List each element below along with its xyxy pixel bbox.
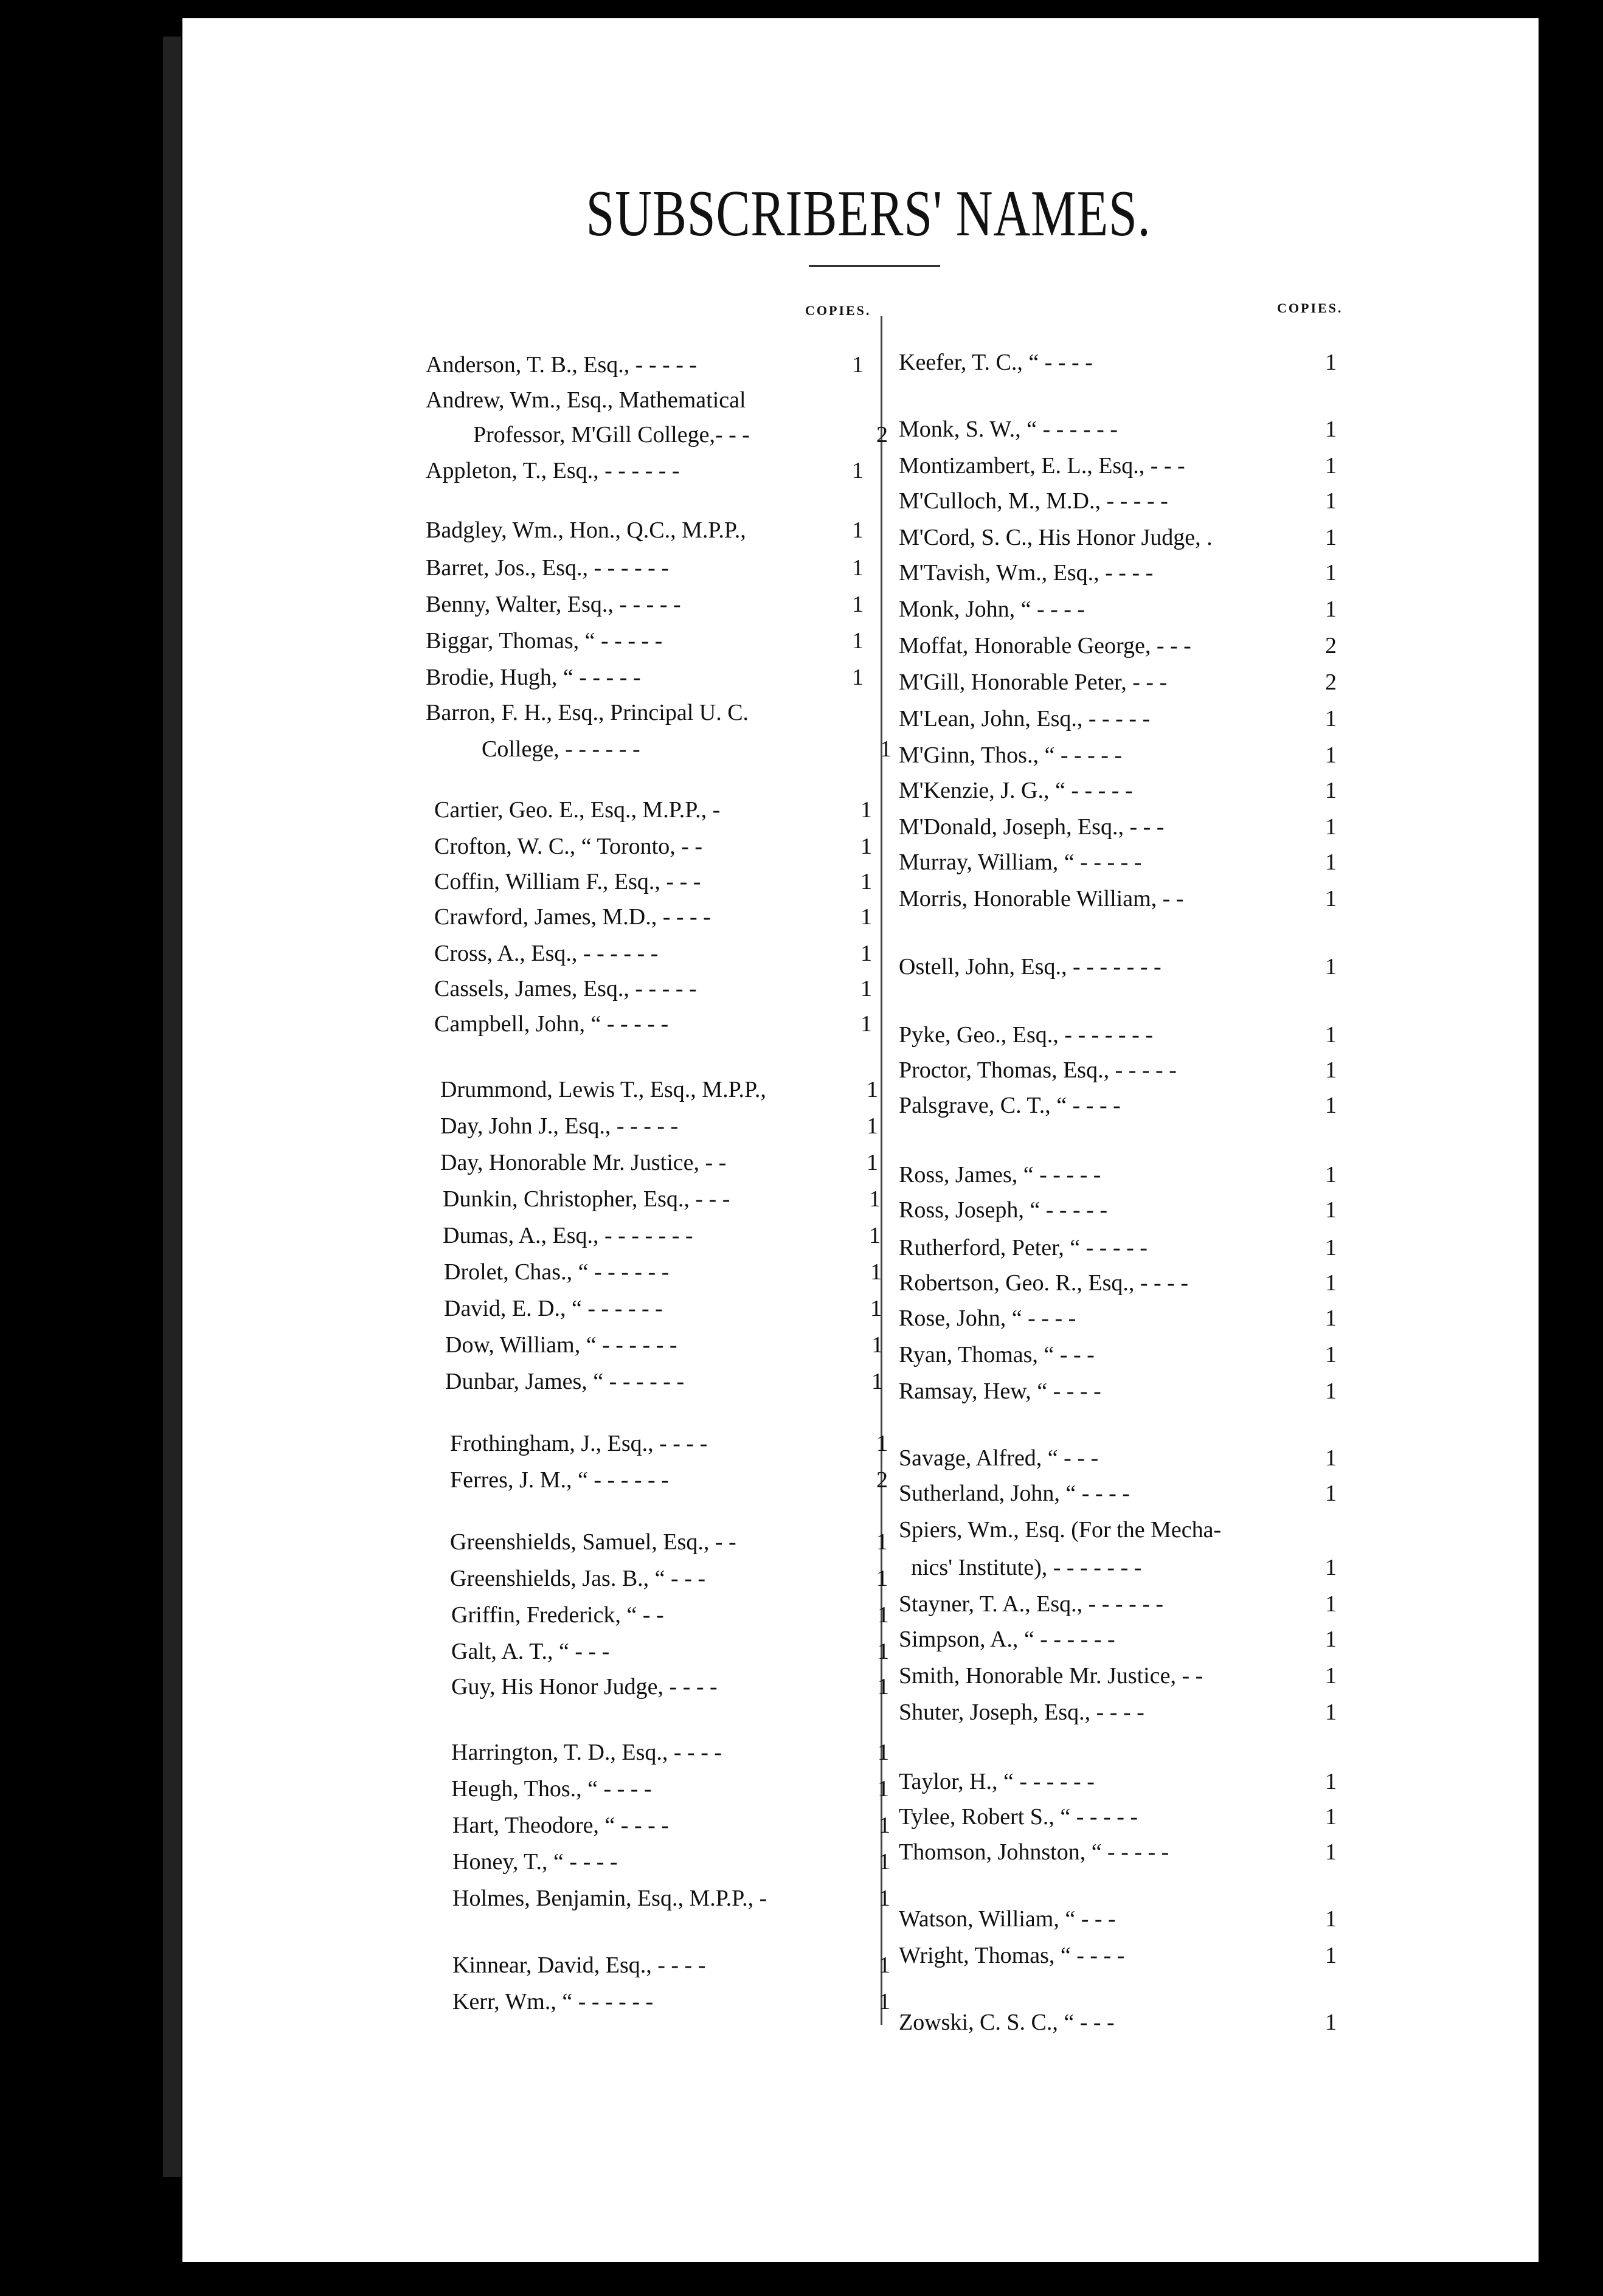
subscriber-entry xyxy=(426,664,864,698)
subscriber-name: M'Culloch, M., M.D., - - - - - xyxy=(899,488,1168,514)
subscriber-name: M'Kenzie, J. G., “ - - - - - xyxy=(899,778,1133,803)
copies-count: 1 xyxy=(1325,488,1337,514)
subscriber-name: Murray, William, “ - - - - - xyxy=(899,849,1142,875)
copies-count: 1 xyxy=(1325,1839,1337,1865)
copies-count: 1 xyxy=(871,1332,883,1358)
copies-count: 1 xyxy=(870,1259,882,1285)
copies-count: 1 xyxy=(1325,1627,1337,1652)
copies-count: 1 xyxy=(1325,886,1337,911)
copies-count: 1 xyxy=(852,352,864,378)
copies-count: 1 xyxy=(869,1223,881,1248)
subscriber-entry xyxy=(899,1803,1337,1838)
subscriber-name: David, E. D., “ - - - - - - xyxy=(444,1296,663,1321)
right-margin-edge xyxy=(1539,18,1603,2296)
copies-count: 2 xyxy=(1325,633,1337,659)
copies-count: 1 xyxy=(878,1740,889,1765)
subscriber-entry xyxy=(452,1885,890,1919)
subscriber-name: Dumas, A., Esq., - - - - - - - xyxy=(443,1223,693,1248)
subscriber-entry xyxy=(899,488,1337,522)
subscriber-name: Zowski, C. S. C., “ - - - xyxy=(899,2010,1115,2035)
subscriber-name: Benny, Walter, Esq., - - - - - xyxy=(426,592,681,617)
subscriber-name: Barron, F. H., Esq., Principal U. C. xyxy=(426,700,749,725)
subscriber-name: Day, John J., Esq., - - - - - xyxy=(440,1113,679,1139)
copies-count: 1 xyxy=(1325,1769,1337,1794)
copies-count: 1 xyxy=(1325,1235,1337,1260)
page-title: SUBSCRIBERS' NAMES. xyxy=(586,178,1151,250)
subscriber-entry xyxy=(426,555,864,589)
copies-count: 1 xyxy=(1325,453,1337,479)
subscriber-name: Moffat, Honorable George, - - - xyxy=(899,633,1191,659)
copies-count: 1 xyxy=(867,1113,878,1139)
copies-count: 1 xyxy=(1325,706,1337,731)
copies-count: 1 xyxy=(870,1296,882,1321)
subscriber-name: Ramsay, Hew, “ - - - - xyxy=(899,1378,1101,1404)
copies-count: 1 xyxy=(860,869,872,894)
subscriber-name: Proctor, Thomas, Esq., - - - - - xyxy=(899,1057,1177,1083)
copies-count: 1 xyxy=(878,1639,889,1664)
copies-count: 1 xyxy=(1325,525,1337,550)
copies-count: 1 xyxy=(871,1369,883,1394)
copies-header-left: COPIES. xyxy=(805,303,871,318)
subscriber-entry xyxy=(899,1234,1337,1268)
copies-count: 1 xyxy=(1325,1804,1337,1830)
subscriber-entry xyxy=(899,1161,1337,1195)
subscriber-entry xyxy=(434,833,872,867)
subscriber-name: Keefer, T. C., “ - - - - xyxy=(899,350,1093,375)
subscriber-entry xyxy=(899,1480,1337,1514)
subscriber-name: Monk, S. W., “ - - - - - - xyxy=(899,417,1118,442)
subscriber-name: Greenshields, Samuel, Esq., - - xyxy=(450,1529,736,1555)
subscriber-name: Holmes, Benjamin, Esq., M.P.P., - xyxy=(452,1886,767,1911)
subscriber-name: Simpson, A., “ - - - - - - xyxy=(899,1627,1115,1652)
subscriber-entry xyxy=(899,953,1337,987)
subscriber-name: Andrew, Wm., Esq., Mathematical xyxy=(426,387,746,413)
subscriber-entry xyxy=(899,849,1337,883)
subscriber-name: M'Donald, Joseph, Esq., - - - xyxy=(899,814,1165,840)
subscriber-entry xyxy=(451,1776,889,1810)
subscriber-name: Palsgrave, C. T., “ - - - - xyxy=(899,1093,1121,1118)
subscriber-entry xyxy=(899,1839,1337,1873)
copies-header-right: COPIES. xyxy=(1277,300,1343,316)
subscriber-entry xyxy=(426,517,864,551)
subscriber-entry xyxy=(426,591,864,625)
copies-count: 1 xyxy=(1325,1943,1337,1968)
subscriber-name: M'Gill, Honorable Peter, - - - xyxy=(899,669,1168,695)
subscriber-entry xyxy=(452,1952,890,1986)
subscriber-entry xyxy=(899,1942,1337,1976)
subscriber-entry xyxy=(899,705,1337,739)
copies-count: 1 xyxy=(852,517,864,543)
subscriber-name: Hart, Theodore, “ - - - - xyxy=(452,1813,669,1838)
subscriber-entry xyxy=(899,559,1337,593)
subscriber-name: Drummond, Lewis T., Esq., M.P.P., xyxy=(440,1077,766,1102)
copies-count: 1 xyxy=(1325,1378,1337,1404)
subscriber-entry xyxy=(899,524,1337,558)
subscriber-entry xyxy=(426,457,864,491)
subscriber-entry xyxy=(445,1332,883,1366)
subscriber-entry xyxy=(899,1768,1337,1802)
subscriber-entry xyxy=(899,2009,1337,2043)
subscriber-name: Day, Honorable Mr. Justice, - - xyxy=(440,1150,727,1175)
copies-count: 1 xyxy=(1325,350,1337,375)
subscriber-name: College, - - - - - - xyxy=(482,736,640,762)
subscriber-name: Rose, John, “ - - - - xyxy=(899,1305,1076,1331)
subscriber-name: Ferres, J. M., “ - - - - - - xyxy=(450,1467,669,1493)
subscriber-entry xyxy=(451,1638,889,1672)
subscriber-entry xyxy=(899,814,1337,848)
subscriber-name: Watson, William, “ - - - xyxy=(899,1906,1116,1932)
copies-count: 1 xyxy=(879,1849,890,1875)
copies-count: 1 xyxy=(1325,2010,1337,2035)
subscriber-entry xyxy=(440,1076,878,1110)
subscriber-entry xyxy=(443,1186,881,1220)
subscriber-entry xyxy=(451,1673,889,1707)
subscriber-name: Wright, Thomas, “ - - - - xyxy=(899,1943,1125,1968)
subscriber-entry xyxy=(444,1259,882,1293)
subscriber-entry xyxy=(899,349,1337,383)
subscriber-name: Savage, Alfred, “ - - - xyxy=(899,1445,1099,1471)
subscriber-name: Frothingham, J., Esq., - - - - xyxy=(450,1431,708,1456)
subscriber-name: Brodie, Hugh, “ - - - - - xyxy=(426,665,641,690)
book-binding-edge xyxy=(163,36,181,2177)
copies-count: 1 xyxy=(1325,1057,1337,1083)
subscriber-entry xyxy=(899,742,1337,776)
subscriber-entry xyxy=(434,868,872,902)
copies-count: 2 xyxy=(876,1467,888,1493)
copies-count: 1 xyxy=(1325,1342,1337,1368)
subscriber-name: Smith, Honorable Mr. Justice, - - xyxy=(899,1663,1203,1689)
subscriber-entry xyxy=(450,1529,888,1563)
subscriber-entry xyxy=(899,777,1337,811)
subscriber-name: Pyke, Geo., Esq., - - - - - - - xyxy=(899,1022,1153,1048)
copies-count: 1 xyxy=(1325,1270,1337,1296)
subscriber-entry xyxy=(426,699,864,733)
subscriber-name: Drolet, Chas., “ - - - - - - xyxy=(444,1259,670,1285)
subscriber-entry xyxy=(426,628,864,662)
copies-count: 1 xyxy=(1325,1162,1337,1188)
subscriber-entry xyxy=(899,1626,1337,1660)
copies-count: 1 xyxy=(1325,417,1337,442)
subscriber-entry xyxy=(911,1554,1337,1588)
copies-count: 2 xyxy=(1325,669,1337,695)
subscriber-name: Ross, James, “ - - - - - xyxy=(899,1162,1101,1188)
subscriber-name: Griffin, Frederick, “ - - xyxy=(451,1602,664,1628)
subscriber-entry xyxy=(899,1341,1337,1375)
subscriber-entry xyxy=(899,596,1337,630)
subscriber-name: Cross, A., Esq., - - - - - - xyxy=(434,941,659,966)
subscriber-entry xyxy=(452,1988,890,2022)
subscriber-entry xyxy=(443,1222,881,1256)
copies-count: 1 xyxy=(860,941,872,966)
copies-count: 1 xyxy=(1325,1093,1337,1118)
subscriber-entry xyxy=(899,632,1337,666)
subscriber-name: Biggar, Thomas, “ - - - - - xyxy=(426,628,663,654)
copies-count: 1 xyxy=(1325,814,1337,840)
subscriber-name: Professor, M'Gill College,- - - xyxy=(473,422,750,448)
subscriber-entry xyxy=(899,1516,1337,1551)
subscriber-name: Stayner, T. A., Esq., - - - - - - xyxy=(899,1591,1164,1617)
copies-count: 1 xyxy=(1325,1591,1337,1617)
subscriber-name: Monk, John, “ - - - - xyxy=(899,596,1085,622)
subscriber-entry xyxy=(451,1602,889,1636)
subscriber-name: M'Cord, S. C., His Honor Judge, . xyxy=(899,525,1213,550)
copies-count: 1 xyxy=(1325,1445,1337,1471)
copies-count: 1 xyxy=(867,1077,878,1102)
subscriber-entry xyxy=(899,1445,1337,1479)
subscriber-entry xyxy=(899,1662,1337,1696)
copies-count: 1 xyxy=(852,628,864,654)
subscriber-name: Honey, T., “ - - - - xyxy=(452,1849,618,1875)
copies-count: 1 xyxy=(860,797,872,823)
copies-count: 1 xyxy=(1325,1197,1337,1223)
subscriber-name: Cassels, James, Esq., - - - - - xyxy=(434,976,697,1001)
copies-count: 1 xyxy=(852,555,864,581)
subscriber-entry xyxy=(426,387,864,421)
subscriber-name: Sutherland, John, “ - - - - xyxy=(899,1481,1130,1506)
copies-count: 1 xyxy=(878,1674,889,1700)
copies-count: 1 xyxy=(879,1886,890,1911)
copies-count: 1 xyxy=(1325,1663,1337,1689)
copies-count: 1 xyxy=(876,1431,888,1456)
subscriber-name: Montizambert, E. L., Esq., - - - xyxy=(899,453,1185,479)
subscriber-entry xyxy=(899,1270,1337,1304)
subscriber-name: Dunkin, Christopher, Esq., - - - xyxy=(443,1186,730,1212)
subscriber-name: Galt, A. T., “ - - - xyxy=(451,1639,610,1664)
subscriber-entry xyxy=(482,736,892,770)
copies-count: 1 xyxy=(876,1566,888,1591)
subscriber-name: Badgley, Wm., Hon., Q.C., M.P.P., xyxy=(426,517,746,543)
copies-count: 1 xyxy=(860,976,872,1001)
subscriber-name: Dunbar, James, “ - - - - - - xyxy=(445,1369,685,1394)
copies-count: 1 xyxy=(852,458,864,483)
copies-count: 1 xyxy=(878,1602,889,1628)
copies-count: 1 xyxy=(1325,560,1337,586)
subscriber-name: M'Lean, John, Esq., - - - - - xyxy=(899,706,1151,731)
subscriber-entry xyxy=(473,421,888,455)
subscriber-entry xyxy=(434,797,872,831)
subscriber-entry xyxy=(426,351,864,386)
subscriber-name: Thomson, Johnston, “ - - - - - xyxy=(899,1839,1169,1865)
copies-count: 1 xyxy=(852,665,864,690)
subscriber-name: Barret, Jos., Esq., - - - - - - xyxy=(426,555,669,581)
subscriber-entry xyxy=(899,1591,1337,1625)
subscriber-entry xyxy=(450,1430,888,1464)
subscriber-name: Rutherford, Peter, “ - - - - - xyxy=(899,1235,1148,1260)
subscriber-entry xyxy=(434,975,872,1009)
copies-count: 1 xyxy=(1325,1305,1337,1331)
subscriber-entry xyxy=(899,669,1337,703)
subscriber-name: Coffin, William F., Esq., - - - xyxy=(434,869,701,894)
copies-count: 1 xyxy=(1325,1555,1337,1580)
subscriber-entry xyxy=(450,1467,888,1501)
subscriber-name: Taylor, H., “ - - - - - - xyxy=(899,1769,1095,1794)
subscriber-entry xyxy=(899,1092,1337,1126)
subscriber-name: Ryan, Thomas, “ - - - xyxy=(899,1342,1095,1368)
subscriber-entry xyxy=(444,1295,882,1329)
subscriber-name: Ross, Joseph, “ - - - - - xyxy=(899,1197,1108,1223)
subscriber-name: Kerr, Wm., “ - - - - - - xyxy=(452,1989,654,2014)
copies-count: 1 xyxy=(1325,849,1337,875)
subscriber-entry xyxy=(899,416,1337,450)
copies-count: 1 xyxy=(869,1186,881,1212)
subscriber-name: Anderson, T. B., Esq., - - - - - xyxy=(426,352,698,378)
copies-count: 1 xyxy=(1325,596,1337,622)
copies-count: 1 xyxy=(852,592,864,617)
copies-count: 1 xyxy=(879,1813,890,1838)
copies-count: 2 xyxy=(876,422,888,448)
subscriber-entry xyxy=(440,1113,878,1147)
subscriber-name: Guy, His Honor Judge, - - - - xyxy=(451,1674,718,1700)
subscriber-entry xyxy=(440,1149,878,1183)
subscriber-entry xyxy=(899,885,1337,919)
subscriber-entry xyxy=(451,1739,889,1773)
copies-count: 1 xyxy=(860,904,872,930)
copies-count: 1 xyxy=(1325,1906,1337,1932)
copies-count: 1 xyxy=(1325,954,1337,980)
subscriber-entry xyxy=(434,1011,872,1045)
subscriber-entry xyxy=(899,1906,1337,1940)
subscriber-name: Shuter, Joseph, Esq., - - - - xyxy=(899,1700,1144,1725)
subscriber-name: Crofton, W. C., “ Toronto, - - xyxy=(434,834,703,859)
subscriber-name: nics' Institute), - - - - - - - xyxy=(911,1555,1142,1580)
subscriber-name: Dow, William, “ - - - - - - xyxy=(445,1332,677,1358)
copies-count: 1 xyxy=(867,1150,878,1175)
subscriber-name: Cartier, Geo. E., Esq., M.P.P., - xyxy=(434,797,721,823)
subscriber-entry xyxy=(899,1378,1337,1412)
subscriber-name: Morris, Honorable William, - - xyxy=(899,886,1184,911)
subscriber-name: Harrington, T. D., Esq., - - - - xyxy=(451,1740,722,1765)
copies-count: 1 xyxy=(1325,1481,1337,1506)
subscriber-entry xyxy=(450,1565,888,1599)
subscriber-entry xyxy=(445,1368,883,1402)
subscriber-name: Kinnear, David, Esq., - - - - xyxy=(452,1952,706,1978)
subscriber-name: Crawford, James, M.D., - - - - xyxy=(434,904,711,930)
subscriber-name: Ostell, John, Esq., - - - - - - - xyxy=(899,954,1162,980)
title-rule xyxy=(809,265,940,267)
subscriber-entry xyxy=(434,940,872,974)
copies-count: 1 xyxy=(1325,742,1337,768)
subscriber-entry xyxy=(899,1057,1337,1091)
subscriber-name: Greenshields, Jas. B., “ - - - xyxy=(450,1566,706,1591)
subscriber-name: Appleton, T., Esq., - - - - - - xyxy=(426,458,680,483)
copies-count: 1 xyxy=(879,1952,890,1978)
subscriber-name: Tylee, Robert S., “ - - - - - xyxy=(899,1804,1138,1830)
copies-count: 1 xyxy=(1325,1022,1337,1048)
subscriber-name: Campbell, John, “ - - - - - xyxy=(434,1011,669,1037)
subscriber-entry xyxy=(452,1848,890,1883)
subscriber-entry xyxy=(899,452,1337,486)
subscriber-entry xyxy=(899,1197,1337,1231)
subscriber-name: Heugh, Thos., “ - - - - xyxy=(451,1776,652,1802)
copies-count: 1 xyxy=(876,1529,888,1555)
copies-count: 1 xyxy=(1325,1700,1337,1725)
copies-count: 1 xyxy=(860,834,872,859)
copies-count: 1 xyxy=(860,1011,872,1037)
subscriber-entry xyxy=(899,1022,1337,1056)
copies-count: 1 xyxy=(1325,778,1337,803)
copies-count: 1 xyxy=(878,1776,889,1802)
subscriber-name: M'Tavish, Wm., Esq., - - - - xyxy=(899,560,1154,586)
subscriber-name: Robertson, Geo. R., Esq., - - - - xyxy=(899,1270,1188,1296)
subscriber-name: M'Ginn, Thos., “ - - - - - xyxy=(899,742,1123,768)
subscriber-entry xyxy=(899,1699,1337,1733)
subscriber-name: Spiers, Wm., Esq. (For the Mecha- xyxy=(899,1517,1222,1543)
subscriber-entry xyxy=(452,1812,890,1846)
subscriber-entry xyxy=(899,1305,1337,1339)
copies-count: 1 xyxy=(880,736,892,762)
subscriber-entry xyxy=(434,904,872,938)
copies-count: 1 xyxy=(879,1989,890,2014)
